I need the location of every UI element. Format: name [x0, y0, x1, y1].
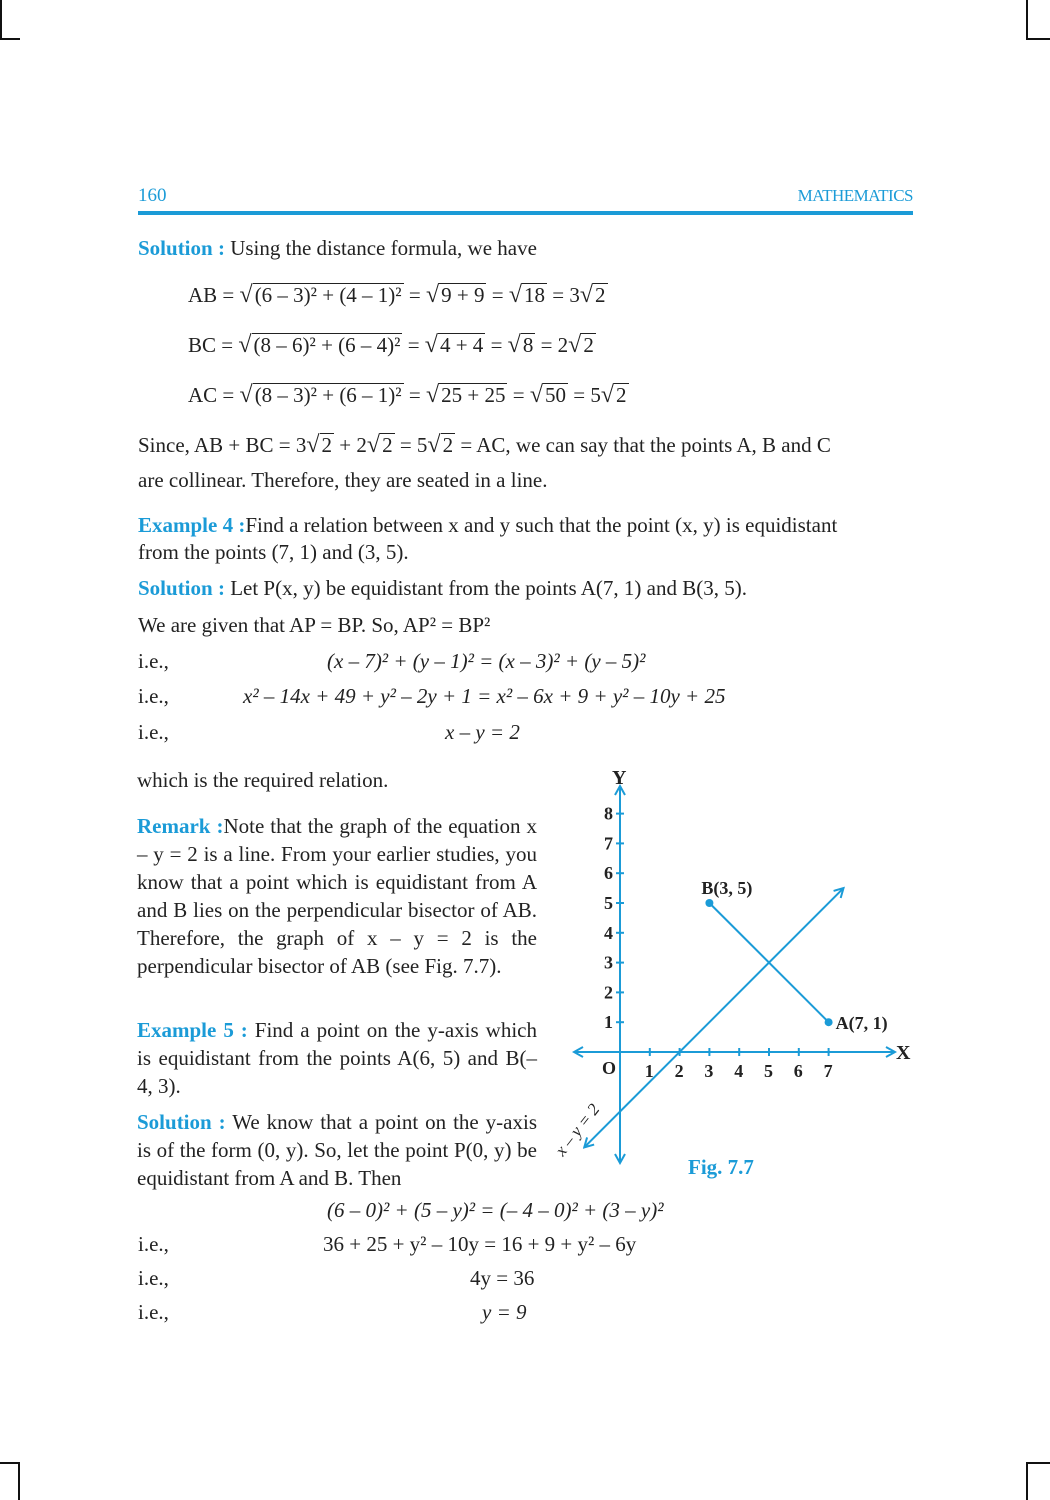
ie-label: i.e., — [138, 720, 169, 744]
x-axis-label: X — [896, 1042, 911, 1064]
solution2-label: Solution : — [138, 576, 225, 600]
y-tick-label: 5 — [604, 893, 613, 913]
line-label: x – y = 2 — [551, 1100, 604, 1160]
conclusion: which is the required relation. — [137, 768, 389, 792]
collinear-statement-2: are collinear. Therefore, they are seated in a line. — [138, 468, 548, 492]
y-tick-label: 6 — [604, 863, 613, 884]
origin-label: O — [602, 1058, 617, 1078]
y-tick-label: 1 — [604, 1012, 613, 1033]
solution-label: Solution : — [138, 236, 225, 260]
example5: Example 5 : Find a point on the y-axis which is equidistant from the points A(6, 5) and B(– 4, 3). — [137, 1018, 537, 1098]
equation: y = 9 — [482, 1300, 527, 1324]
book-title: MATHEMATICS — [797, 186, 913, 205]
example4-text-2: from the points (7, 1) and (3, 5). — [138, 540, 409, 564]
given-statement: We are given that AP = BP. So, AP² = BP² — [138, 613, 491, 637]
equation: 36 + 25 + y² – 10y = 16 + 9 + y² – 6y — [323, 1232, 637, 1256]
point-a-label: A(7, 1) — [835, 1013, 888, 1034]
distance-row: AB = √(6 – 3)² + (4 – 1)² = √9 + 9 = √18 = 3√2 — [188, 282, 606, 308]
y-axis-label: Y — [612, 767, 627, 789]
page-number: 160 — [138, 185, 167, 206]
bisector-line — [584, 888, 843, 1147]
x-tick-label: 2 — [674, 1061, 684, 1081]
x-tick-label: 3 — [704, 1061, 714, 1081]
remark: Remark :Note that the graph of the equation x – y = 2 is a line. From your earlier studies, you know that a point which is equidistant from A and B lies on the perpendicular bisector of AB. Therefore, the graph of x – y = 2 is the perpendicular bisector of AB (see Fig. 7.7). — [137, 814, 537, 978]
distance-row: AC = √(8 – 3)² + (6 – 1)² = √25 + 25 = √50 = 5√2 — [188, 382, 627, 408]
y-tick-label: 2 — [604, 982, 613, 1003]
ie-label: i.e., — [138, 1232, 169, 1256]
y-tick-label: 4 — [604, 922, 613, 943]
x-tick-label: 5 — [764, 1061, 773, 1081]
figure-caption: Fig. 7.7 — [688, 1155, 754, 1179]
point-a — [825, 1018, 833, 1026]
example4-label: Example 4 : — [138, 513, 246, 537]
point-b — [705, 899, 713, 907]
solution-text: Using the distance formula, we have — [224, 236, 537, 260]
ie-label: i.e., — [138, 1300, 169, 1324]
equation: 4y = 36 — [470, 1266, 535, 1290]
collinear-statement: Since, AB + BC = 3√2 + 2√2 = 5√2 = AC, we can say that the points A, B and C — [138, 432, 831, 458]
example4-text: Find a relation between x and y such that the point (x, y) is equidistant — [245, 513, 838, 537]
x-tick-label: 1 — [644, 1061, 654, 1081]
y-tick-label: 3 — [604, 952, 613, 973]
ie-label: i.e., — [138, 684, 169, 708]
equation: x² – 14x + 49 + y² – 2y + 1 = x² – 6x + 9 + y² – 10y + 25 — [243, 684, 726, 708]
solution3: Solution : We know that a point on the y-axis is of the form (0, y). So, let the point P(0, y) be equidistant from A and B. Then — [137, 1110, 537, 1190]
equation: (x – 7)² + (y – 1)² = (x – 3)² + (y – 5)² — [327, 649, 646, 673]
equation: x – y = 2 — [445, 720, 520, 744]
x-tick-label: 7 — [823, 1061, 833, 1081]
y-tick-label: 8 — [604, 803, 613, 824]
ie-label: i.e., — [138, 1266, 169, 1290]
distance-row: BC = √(8 – 6)² + (6 – 4)² = √4 + 4 = √8 = 2√2 — [188, 332, 594, 358]
y-tick-label: 7 — [604, 833, 613, 854]
x-tick-label: 6 — [793, 1061, 803, 1081]
x-tick-label: 4 — [734, 1061, 744, 1081]
ie-label: i.e., — [138, 649, 169, 673]
point-b-label: B(3, 5) — [701, 878, 753, 898]
solution2-text: Let P(x, y) be equidistant from the points A(7, 1) and B(3, 5). — [224, 576, 747, 600]
equation: (6 – 0)² + (5 – y)² = (– 4 – 0)² + (3 – y)² — [327, 1198, 664, 1222]
